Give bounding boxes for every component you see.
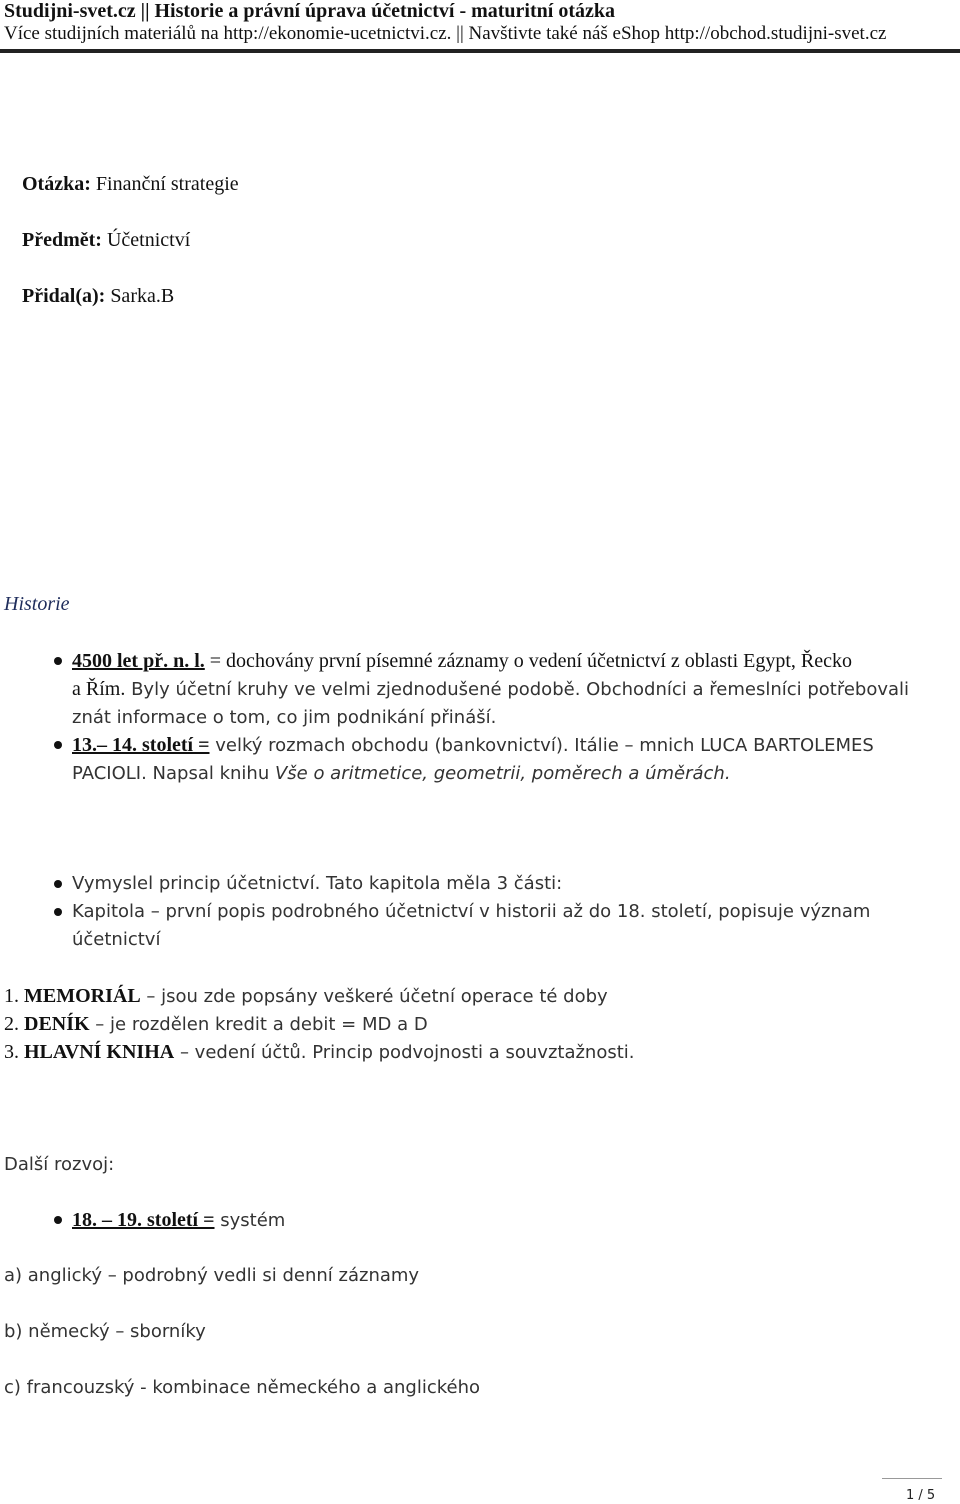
part-memorial: 1. MEMORIÁL – jsou zde popsány veškeré účetní operace té doby: [4, 985, 608, 1007]
bullet-icon: [54, 741, 62, 749]
date-18-19: 18. – 19. století =: [72, 1209, 215, 1231]
subject-label: Předmět:: [22, 229, 102, 251]
dalsi-rozvoj-heading: Další rozvoj:: [4, 1154, 115, 1175]
system-a: a) anglický – podrobný vedli si denní záznamy: [4, 1265, 420, 1286]
date-4500: 4500 let př. n. l.: [72, 650, 205, 672]
system-b: b) německý – sborníky: [4, 1321, 206, 1342]
list-item-text: Byly účetní kruhy ve velmi zjednodušené podobě. Obchodníci a řemeslníci potřebovali: [125, 679, 910, 700]
list-item-text: PACIOLI. Napsal knihu: [72, 763, 275, 784]
list-item-text: a Řím.: [72, 678, 126, 700]
part-hlavni-kniha: 3. HLAVNÍ KNIHA – vedení účtů. Princip podvojnosti a souvztažnosti.: [4, 1041, 635, 1063]
list-item-text: Vymyslel princip účetnictví. Tato kapitola měla 3 části:: [72, 873, 563, 894]
list-item-text: = dochovány první písemné záznamy o vedení účetnictví z oblasti Egypt, Řecko: [204, 650, 852, 672]
part-denik: 2. DENÍK – je rozdělen kredit a debit = MD a D: [4, 1013, 428, 1035]
system-c: c) francouzský - kombinace německého a anglického: [4, 1377, 480, 1398]
subject-line: [22, 226, 190, 254]
document-header-links: Více studijních materiálů na http://ekonomie-ucetnictvi.cz. || Navštivte také náš eShop http://obchod.studijni-svet.cz: [4, 23, 887, 44]
author-label: Přidal(a):: [22, 285, 106, 307]
list-item: [72, 647, 952, 732]
bullet-icon: [54, 880, 62, 888]
list-item-text: systém: [214, 1210, 286, 1231]
question-value: Finanční strategie: [90, 173, 239, 195]
list-item-text: znát informace o tom, co jim podnikání přináší.: [72, 707, 497, 728]
page-number: 1 / 5: [906, 1488, 936, 1503]
bullet-icon: [54, 657, 62, 665]
list-item-text: Kapitola – první popis podrobného účetnictví v historii až do 18. století, popisuje význam: [72, 901, 871, 922]
list-item: [72, 731, 952, 788]
list-item: [72, 898, 952, 954]
book-title: Vše o aritmetice, geometrii, poměrech a úměrách.: [274, 763, 731, 784]
subject-value: Účetnictví: [101, 229, 191, 251]
bullet-icon: [54, 908, 62, 916]
list-item: [72, 1206, 952, 1235]
list-item-text: velký rozmach obchodu (bankovnictví). Itálie – mnich LUCA BARTOLEMES: [209, 735, 874, 756]
document-header-title: Studijni-svet.cz || Historie a právní úprava účetnictví - maturitní otázka: [4, 0, 615, 22]
author-line: [22, 282, 174, 310]
question-line: [22, 170, 239, 198]
header-divider: [0, 49, 960, 53]
historie-heading: Historie: [4, 593, 70, 615]
author-value: Sarka.B: [105, 285, 175, 307]
date-13-14: 13.– 14. století =: [72, 734, 210, 756]
footer-divider: [882, 1478, 942, 1479]
bullet-icon: [54, 1216, 62, 1224]
question-label: Otázka:: [22, 173, 91, 195]
list-item-text: účetnictví: [72, 929, 161, 950]
list-item: [72, 870, 952, 898]
